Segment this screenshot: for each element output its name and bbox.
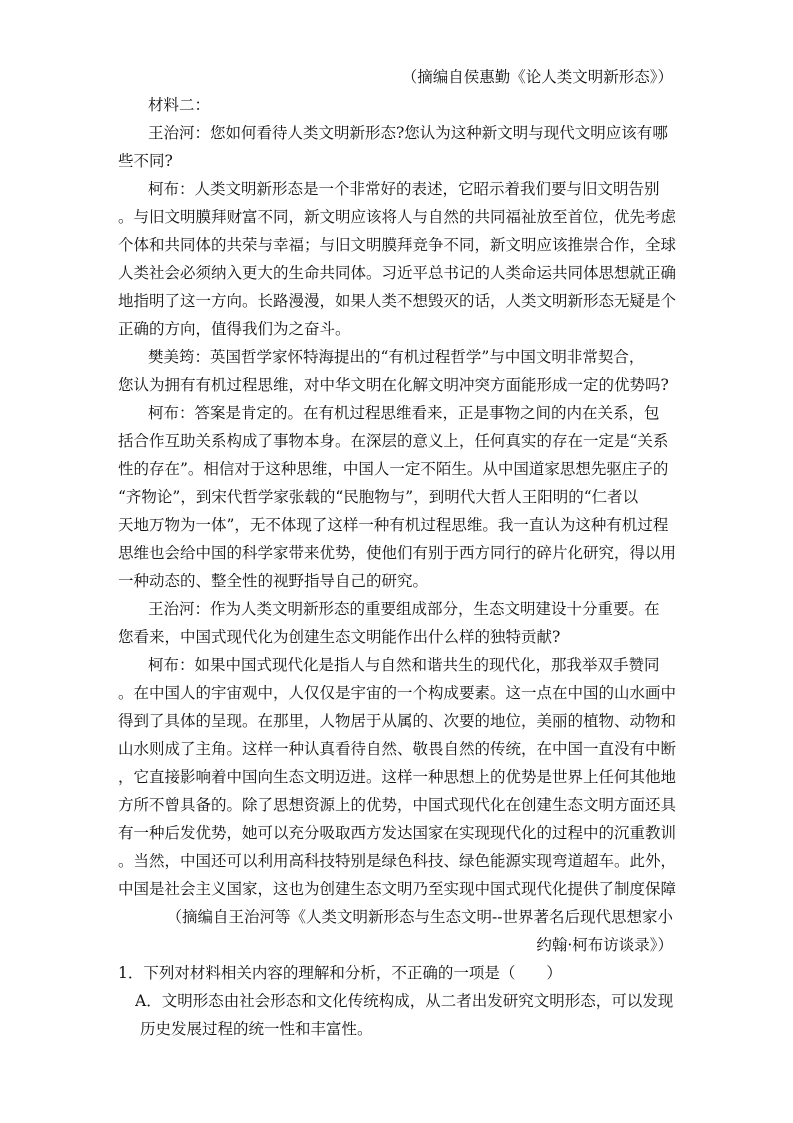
paragraph-line: 正确的方向，值得我们为之奋斗。 (118, 320, 351, 338)
paragraph-line: 人类社会必须纳入更大的生命共同体。习近平总书记的人类命运共同体思想就正确 (118, 264, 677, 282)
paragraph-line: 些不同? (118, 152, 173, 170)
paragraph-line: 王治河：作为人类文明新形态的重要组成部分，生态文明建设十分重要。在 (148, 600, 660, 618)
paragraph-line: 括合作互助关系构成了事物本身。在深层的意义上，任何真实的存在一定是“关系 (118, 432, 669, 450)
option-a-cont: 历史发展过程的统一性和丰富性。 (140, 1020, 373, 1038)
paragraph-line: 思维也会给中国的科学家带来优势，使他们有别于西方同行的碎片化研究，得以用 (118, 544, 677, 562)
paragraph-line: 性的存在”。相信对于这种思维，中国人一定不陌生。从中国道家思想先驱庄子的 (118, 460, 669, 478)
paragraph-line: 您看来，中国式现代化为创建生态文明能作出什么样的独特贡献? (118, 628, 561, 646)
paragraph-line: 柯布：人类文明新形态是一个非常好的表述，它昭示着我们要与旧文明告别 (148, 180, 660, 198)
paragraph-line: 您认为拥有有机过程思维，对中华文明在化解文明冲突方面能形成一定的优势吗? (118, 376, 669, 394)
material-title: 材料二： (148, 96, 211, 114)
paragraph-line: 。在中国人的宇宙观中，人仅仅是宇宙的一个构成要素。这一点在中国的山水画中 (118, 684, 677, 702)
paragraph-line: 柯布：答案是肯定的。在有机过程思维看来，正是事物之间的内在关系，包 (148, 404, 660, 422)
source-citation-bottom-cont: 约翰·柯布访谈录》） (536, 936, 673, 954)
paragraph-line: 有一种后发优势，她可以充分吸取西方发达国家在实现现代化的过程中的沉重教训 (118, 824, 677, 842)
paragraph-line: 山水则成了主角。这样一种认真看待自然、敬畏自然的传统，在中国一直没有中断 (118, 740, 677, 758)
paragraph-line: “齐物论”，到宋代哲学家张载的“民胞物与”，到明代大哲人王阳明的“仁者以 (118, 488, 639, 506)
source-citation-top: （摘编自侯惠勤《论人类文明新形态》） (401, 68, 673, 86)
paragraph-line: 柯布：如果中国式现代化是指人与自然和谐共生的现代化，那我举双手赞同 (148, 656, 660, 674)
paragraph-line: 王治河：您如何看待人类文明新形态?您认为这种新文明与现代文明应该有哪 (148, 124, 668, 142)
question-1: 1．下列对材料相关内容的理解和分析，不正确的一项是（ ） (118, 964, 562, 982)
paragraph-line: 方所不曾具备的。除了思想资源上的优势，中国式现代化在创建生态文明方面还具 (118, 796, 677, 814)
option-a: A．文明形态由社会形态和文化传统构成，从二者出发研究文明形态，可以发现 (135, 992, 674, 1010)
paragraph-line: 。与旧文明膜拜财富不同，新文明应该将人与自然的共同福祉放至首位，优先考虑 (118, 208, 677, 226)
paragraph-line: ，它直接影响着中国向生态文明迈进。这样一种思想上的优势是世界上任何其他地 (118, 768, 677, 786)
paragraph-line: 中国是社会主义国家，这也为创建生态文明乃至实现中国式现代化提供了制度保障 (118, 880, 677, 898)
paragraph-line: 天地万物为一体”，无不体现了这样一种有机过程思维。我一直认为这种有机过程 (118, 516, 669, 534)
paragraph-line: 樊美筠：英国哲学家怀特海提出的“有机过程哲学”与中国文明非常契合， (148, 348, 645, 366)
paragraph-line: 一种动态的、整全性的视野指导自己的研究。 (118, 572, 429, 590)
paragraph-line: 。当然，中国还可以利用高科技特别是绿色科技、绿色能源实现弯道超车。此外， (118, 852, 677, 870)
paragraph-line: 地指明了这一方向。长路漫漫，如果人类不想毁灭的话，人类文明新形态无疑是个 (118, 292, 677, 310)
paragraph-line: 个体和共同体的共荣与幸福；与旧文明膜拜竞争不同，新文明应该推崇合作，全球 (118, 236, 677, 254)
source-citation-bottom: （摘编自王治河等《人类文明新形态与生态文明--世界著名后现代思想家小 (166, 908, 673, 926)
paragraph-line: 得到了具体的呈现。在那里，人物居于从属的、次要的地位，美丽的植物、动物和 (118, 712, 677, 730)
